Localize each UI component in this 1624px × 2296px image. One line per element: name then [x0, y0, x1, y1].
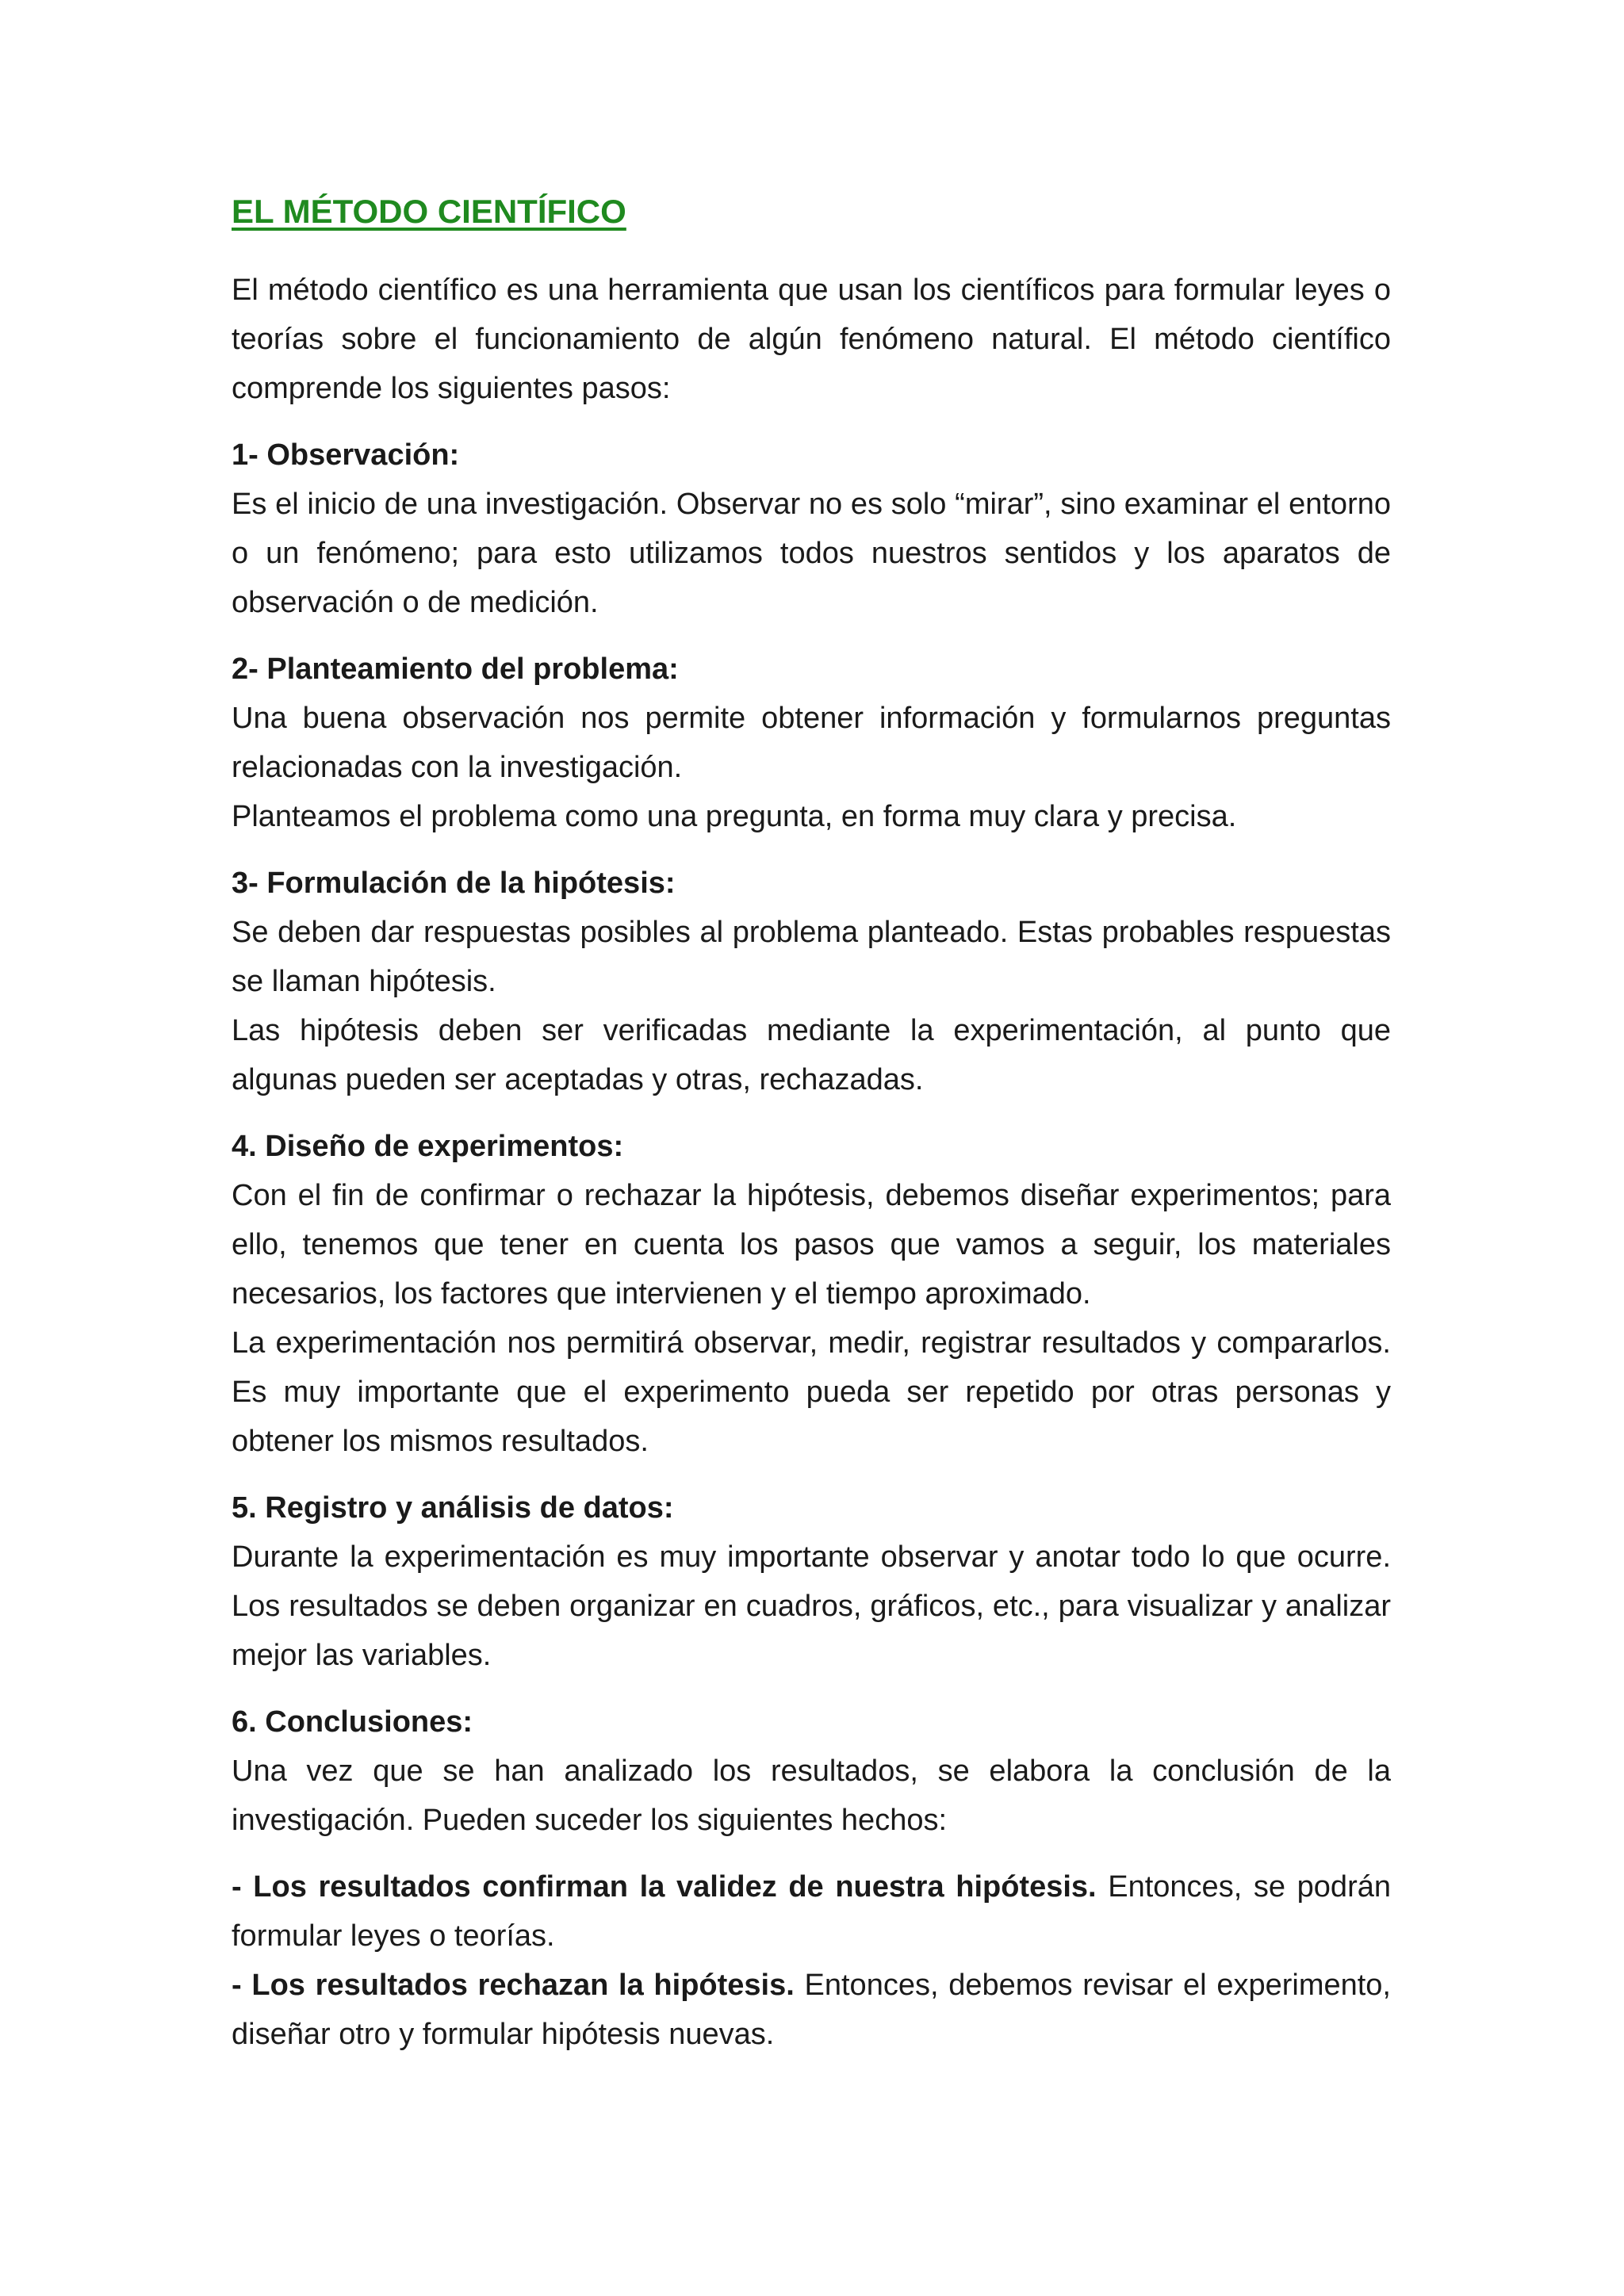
outcome-item [232, 1862, 1391, 1961]
section-planteamiento [232, 645, 1391, 841]
section-paragraph: Planteamos el problema como una pregunta, en forma muy clara y precisa. [232, 799, 1237, 833]
outcome-bold: - Los resultados rechazan la hipótesis. [232, 1968, 795, 2002]
section-heading: 6. Conclusiones: [232, 1705, 473, 1739]
section-registro [232, 1483, 1391, 1680]
intro-paragraph: El método científico es una herramienta que usan los científicos para formular leyes o teorías sobre el funcionamiento de algún fenómeno natural. El método científico comprende los siguientes pasos: [232, 273, 1391, 405]
section-hipotesis [232, 859, 1391, 1104]
section-heading: 5. Registro y análisis de datos: [232, 1490, 674, 1525]
outcome-text: Entonces, se podrán formular leyes o teorías. [232, 1869, 1391, 1953]
section-paragraph: Una buena observación nos permite obtener información y formularnos preguntas relacionadas con la investigación. [232, 701, 1391, 784]
section-observacion [232, 430, 1391, 627]
outcome-item [232, 1961, 1391, 2059]
section-paragraph: Con el fin de confirmar o rechazar la hipótesis, debemos diseñar experimentos; para ello, tenemos que tener en cuenta los pasos que vamos a seguir, los materiales necesarios, los factores que intervienen y el tiempo aproximado. [232, 1178, 1391, 1311]
outcome-text: Entonces, debemos revisar el experimento, diseñar otro y formular hipótesis nuevas. [232, 1968, 1391, 2051]
section-paragraph: Durante la experimentación es muy importante observar y anotar todo lo que ocurre. Los resultados se deben organizar en cuadros, gráficos, etc., para visualizar y analizar mejor las variables. [232, 1540, 1391, 1672]
section-heading: 4. Diseño de experimentos: [232, 1129, 624, 1163]
section-heading: 2- Planteamiento del problema: [232, 652, 679, 686]
section-paragraph: La experimentación nos permitirá observar, medir, registrar resultados y compararlos. Es muy importante que el experimento pueda ser repetido por otras personas y obtener los mismos resultados. [232, 1326, 1391, 1458]
outcome-bold: - Los resultados confirman la validez de nuestra hipótesis. [232, 1869, 1097, 1904]
document-page [232, 190, 1391, 2059]
section-paragraph: Es el inicio de una investigación. Observar no es solo “mirar”, sino examinar el entorno o un fenómeno; para esto utilizamos todos nuestros sentidos y los aparatos de observación o de medición. [232, 487, 1391, 619]
section-heading: 3- Formulación de la hipótesis: [232, 866, 676, 900]
section-paragraph: Una vez que se han analizado los resultados, se elabora la conclusión de la investigación. Pueden suceder los siguientes hechos: [232, 1754, 1391, 1837]
section-diseno [232, 1122, 1391, 1466]
section-paragraph: Las hipótesis deben ser verificadas mediante la experimentación, al punto que algunas pueden ser aceptadas y otras, rechazadas. [232, 1013, 1391, 1096]
document-title: EL MÉTODO CIENTÍFICO [232, 193, 626, 230]
section-conclusiones [232, 1697, 1391, 1845]
outcomes-list [232, 1862, 1391, 2059]
section-paragraph: Se deben dar respuestas posibles al problema planteado. Estas probables respuestas se llaman hipótesis. [232, 915, 1391, 998]
section-heading: 1- Observación: [232, 438, 460, 472]
